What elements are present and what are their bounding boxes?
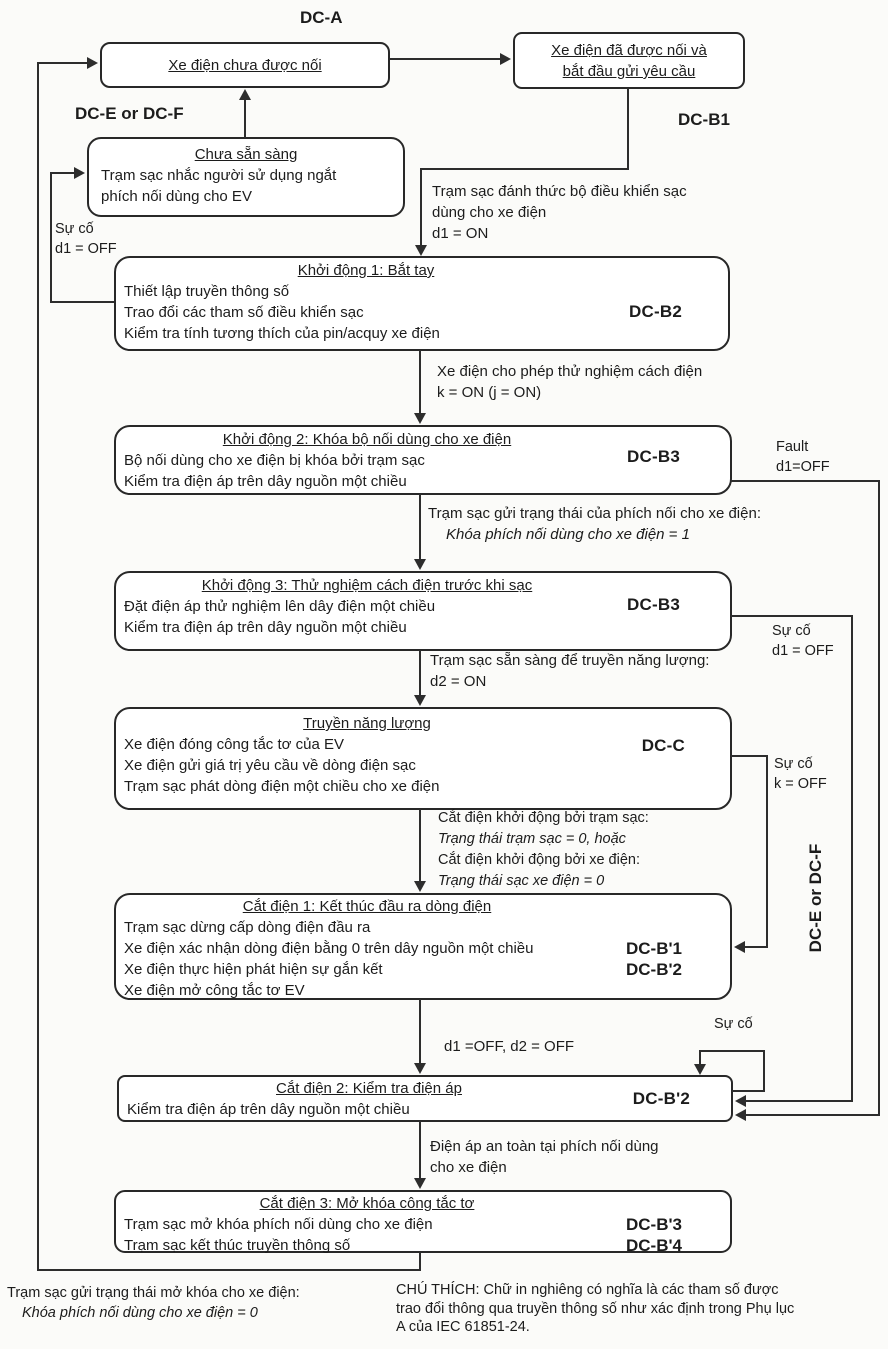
- connector-startup3-energy: [419, 650, 421, 696]
- state-box-not-connected: [100, 42, 390, 88]
- transition-shutdown-init-text: [438, 808, 649, 892]
- state-box-shutdown1-line3: Xe điện thực hiện phát hiện sự gắn kết: [124, 961, 383, 978]
- state-box-connected: [513, 32, 745, 89]
- label-dc-e-or-dc-f: DC-E or DC-F: [75, 104, 184, 123]
- state-code-dc-b4p: DC-B'4: [626, 1236, 682, 1255]
- transition-insulation-permit-text: [437, 361, 702, 403]
- state-code-dc-b2p-shutdown1: DC-B'2: [626, 960, 682, 979]
- connector-startup3-fault-out: [731, 615, 853, 617]
- footer-unlock-status: [7, 1283, 300, 1323]
- state-box-startup1-line2: Trao đổi các tham số điều khiển sạc: [124, 304, 364, 321]
- transition-shutdown-init-line2: Trạng thái trạm sạc = 0, hoặc: [438, 831, 626, 847]
- arrowhead-notready-to-a: [239, 89, 251, 100]
- label-dc-e-or-dc-f-rotated: DC-E or DC-F: [806, 843, 825, 953]
- state-box-startup3-line2: Kiểm tra điện áp trên dây nguồn một chiều: [124, 619, 407, 636]
- fault-note-energy: [774, 754, 827, 794]
- arrowhead-startup2-fault-into-shutdown2: [735, 1109, 746, 1121]
- arrowhead-startup3-fault-into-shutdown2: [735, 1095, 746, 1107]
- fault-note-shutdown2: Sự cố: [714, 1016, 753, 1032]
- transition-ready-energy-line2: d2 = ON: [430, 673, 487, 690]
- transition-wake-text: [432, 181, 687, 244]
- state-code-dc-b3-startup3: DC-B3: [627, 595, 680, 614]
- connector-startup2-fault-out: [731, 480, 880, 482]
- state-code-dc-b1p: DC-B'1: [626, 939, 682, 958]
- transition-shutdown-init-line1: Cắt điện khởi động bởi trạm sạc:: [438, 810, 649, 826]
- connector-notready-to-a: [244, 98, 246, 138]
- label-dc-a: DC-A: [300, 8, 343, 27]
- footer-unlock-line1: Trạm sạc gửi trạng thái mở khóa cho xe điện:: [7, 1285, 300, 1301]
- connector-shutdown1-shutdown2: [419, 999, 421, 1064]
- state-code-dc-b2p-shutdown2: DC-B'2: [632, 1089, 690, 1108]
- arrowhead-feedback-into-a: [87, 57, 98, 69]
- state-box-startup1-line1: Thiết lập truyền thông số: [124, 283, 290, 300]
- fault-note-startup2: [776, 437, 830, 477]
- arrowhead-into-startup2: [414, 413, 426, 424]
- state-box-shutdown1-line2: Xe điện xác nhận dòng điện bằng 0 trên dây nguồn một chiều: [124, 940, 534, 957]
- footer-note: [396, 1281, 888, 1337]
- transition-safe-voltage-line2: cho xe điện: [430, 1159, 507, 1176]
- transition-insulation-permit-line2: k = ON (j = ON): [437, 384, 542, 401]
- state-box-not-ready-line1: Trạm sạc nhắc người sử dụng ngắt: [101, 167, 337, 184]
- footer-unlock-line2: Khóa phích nối dùng cho xe điện = 0: [22, 1305, 258, 1321]
- state-box-shutdown3-line2: Trạm sạc kết thúc truyền thông số: [124, 1237, 351, 1254]
- state-code-dc-c: DC-C: [641, 736, 685, 755]
- connector-feedback-left: [37, 62, 39, 1271]
- connector-startup1-fault-up: [50, 172, 52, 303]
- state-box-startup1-line3: Kiểm tra tính tương thích của pin/acquy xe điện: [124, 325, 440, 342]
- state-box-shutdown1: [114, 893, 732, 1000]
- transition-shutdown-init-line4: Trạng thái sạc xe điện = 0: [438, 873, 605, 889]
- state-box-shutdown1-line1: Trạm sạc dừng cấp dòng điện đầu ra: [124, 919, 371, 936]
- transition-plug-state-line1: Trạm sạc gửi trạng thái của phích nối cho xe điện:: [428, 505, 761, 522]
- state-box-energy-transfer-line1: Xe điện đóng công tắc tơ của EV: [124, 736, 344, 753]
- connector-startup3-fault-into-shutdown2: [746, 1100, 853, 1102]
- connector-energy-fault-out: [731, 755, 768, 757]
- arrowhead-into-shutdown2: [414, 1063, 426, 1074]
- arrowhead-into-shutdown1: [414, 881, 426, 892]
- arrowhead-into-startup3: [414, 559, 426, 570]
- state-box-startup3-title: Khởi động 3: Thử nghiệm cách điện trước khi sạc: [201, 577, 533, 594]
- state-box-shutdown3-title: Cắt điện 3: Mở khóa công tắc tơ: [259, 1195, 475, 1212]
- footer-note-line3: A của IEC 61851-24.: [396, 1319, 530, 1335]
- arrowhead-into-energy: [414, 695, 426, 706]
- transition-plug-state-line2: Khóa phích nối dùng cho xe điện = 1: [446, 526, 690, 543]
- connector-shutdown2-loop-right: [763, 1050, 765, 1092]
- connector-startup2-startup3: [419, 494, 421, 560]
- fault-note-startup3: [772, 621, 834, 661]
- state-box-energy-transfer-line3: Trạm sạc phát dòng điện một chiều cho xe điện: [124, 778, 440, 795]
- arrowhead-energy-fault-into-shutdown1: [734, 941, 745, 953]
- state-box-shutdown2-line1: Kiểm tra điện áp trên dây nguồn một chiều: [127, 1101, 410, 1118]
- state-box-startup2-line2: Kiểm tra điện áp trên dây nguồn một chiều: [124, 473, 407, 490]
- connector-shutdown2-loop-top: [699, 1050, 765, 1052]
- state-box-not-ready-title: Chưa sẵn sàng: [194, 146, 298, 163]
- state-code-dc-b3-startup2: DC-B3: [627, 447, 680, 466]
- transition-plug-state-text: [428, 503, 761, 545]
- connector-energy-shutdown1: [419, 809, 421, 882]
- transition-d1d2-off-text: d1 =OFF, d2 = OFF: [444, 1038, 575, 1055]
- fault-note-startup3-line2: d1 = OFF: [772, 643, 834, 659]
- fault-note-startup2-line1: Fault: [776, 439, 809, 455]
- fault-note-startup3-line1: Sự cố: [772, 623, 811, 639]
- arrowhead-into-notready: [74, 167, 85, 179]
- fault-note-startup2-line2: d1=OFF: [776, 459, 830, 475]
- connector-b-into-startup1: [420, 168, 422, 246]
- footer-note-line2: trao đổi thông qua truyền thông số như xác định trong Phụ lục: [396, 1300, 795, 1317]
- connector-feedback-into-a: [37, 62, 89, 64]
- state-box-startup3: [114, 571, 732, 651]
- arrowhead-into-shutdown3: [414, 1178, 426, 1189]
- fault-note-startup1: [55, 219, 117, 259]
- state-box-not-connected-title: Xe điện chưa được nối: [168, 57, 322, 74]
- transition-wake-line3: d1 = ON: [432, 225, 489, 242]
- connector-startup2-fault-down: [878, 480, 880, 1116]
- connector-shutdown2-loop-out: [732, 1090, 765, 1092]
- connector-startup1-fault-into-notready: [50, 172, 76, 174]
- transition-wake-line1: Trạm sạc đánh thức bộ điều khiển sạc: [432, 183, 687, 200]
- state-box-startup2: [114, 425, 732, 495]
- connector-startup1-startup2: [419, 350, 421, 413]
- connector-energy-fault-into-shutdown1: [744, 946, 768, 948]
- state-box-shutdown3-line1: Trạm sạc mở khóa phích nối dùng cho xe điện: [124, 1216, 433, 1233]
- state-box-shutdown3: [114, 1190, 732, 1253]
- fault-note-startup1-line2: d1 = OFF: [55, 241, 117, 257]
- state-box-startup1: [114, 256, 730, 351]
- connector-a-to-b: [390, 58, 502, 60]
- state-code-dc-b2: DC-B2: [629, 302, 682, 321]
- state-box-energy-transfer-line2: Xe điện gửi giá trị yêu cầu về dòng điện sạc: [124, 757, 416, 774]
- arrowhead-a-to-b: [500, 53, 511, 65]
- state-box-startup1-title: Khởi động 1: Bắt tay: [297, 262, 435, 279]
- state-box-energy-transfer: [114, 707, 732, 810]
- state-box-shutdown1-title: Cắt điện 1: Kết thúc đầu ra dòng điện: [242, 898, 492, 915]
- label-dc-b1: DC-B1: [678, 110, 730, 129]
- fault-note-energy-line2: k = OFF: [774, 776, 827, 792]
- fault-note-startup1-line1: Sự cố: [55, 221, 94, 237]
- footer-note-line1: CHÚ THÍCH: Chữ in nghiêng có nghĩa là các tham số được: [396, 1282, 779, 1298]
- state-box-shutdown1-line4: Xe điện mở công tắc tơ EV: [124, 982, 305, 999]
- transition-safe-voltage-text: [430, 1136, 659, 1178]
- connector-shutdown2-shutdown3: [419, 1121, 421, 1179]
- transition-wake-line2: dùng cho xe điện: [432, 204, 547, 221]
- transition-shutdown-init-line3: Cắt điện khởi động bởi xe điện:: [438, 852, 641, 868]
- connector-startup3-fault-down: [851, 615, 853, 1102]
- state-code-dc-b3p: DC-B'3: [626, 1215, 682, 1234]
- state-box-connected-line2: bắt đầu gửi yêu cầu: [562, 63, 696, 80]
- fault-note-energy-line1: Sự cố: [774, 756, 813, 772]
- state-box-connected-line1: Xe điện đã được nối và: [551, 42, 707, 59]
- state-box-startup2-title: Khởi động 2: Khóa bộ nối dùng cho xe điện: [222, 431, 512, 448]
- state-box-startup2-line1: Bộ nối dùng cho xe điện bị khóa bởi trạm sạc: [124, 452, 425, 469]
- transition-insulation-permit-line1: Xe điện cho phép thử nghiệm cách điện: [437, 363, 703, 380]
- connector-feedback-bottom: [37, 1269, 421, 1271]
- connector-startup1-fault-out: [50, 301, 114, 303]
- arrowhead-into-startup1: [415, 245, 427, 256]
- state-box-not-ready: [87, 137, 405, 217]
- connector-startup2-fault-into-shutdown2: [746, 1114, 880, 1116]
- arrowhead-shutdown2-loop: [694, 1064, 706, 1075]
- connector-b-down: [627, 88, 629, 169]
- transition-ready-energy-line1: Trạm sạc sẵn sàng để truyền năng lượng:: [430, 652, 710, 669]
- state-box-energy-transfer-title: Truyền năng lượng: [303, 715, 431, 732]
- state-box-shutdown2-title: Cắt điện 2: Kiểm tra điện áp: [276, 1080, 462, 1097]
- state-box-shutdown2: [117, 1075, 733, 1122]
- connector-energy-fault-down: [766, 755, 768, 947]
- transition-safe-voltage-line1: Điện áp an toàn tại phích nối dùng: [430, 1138, 659, 1155]
- transition-ready-energy-text: [430, 650, 709, 692]
- state-box-startup3-line1: Đặt điện áp thử nghiệm lên dây điện một chiều: [124, 598, 436, 615]
- state-box-not-ready-line2: phích nối dùng cho EV: [101, 188, 252, 205]
- connector-b-horizontal: [421, 168, 629, 170]
